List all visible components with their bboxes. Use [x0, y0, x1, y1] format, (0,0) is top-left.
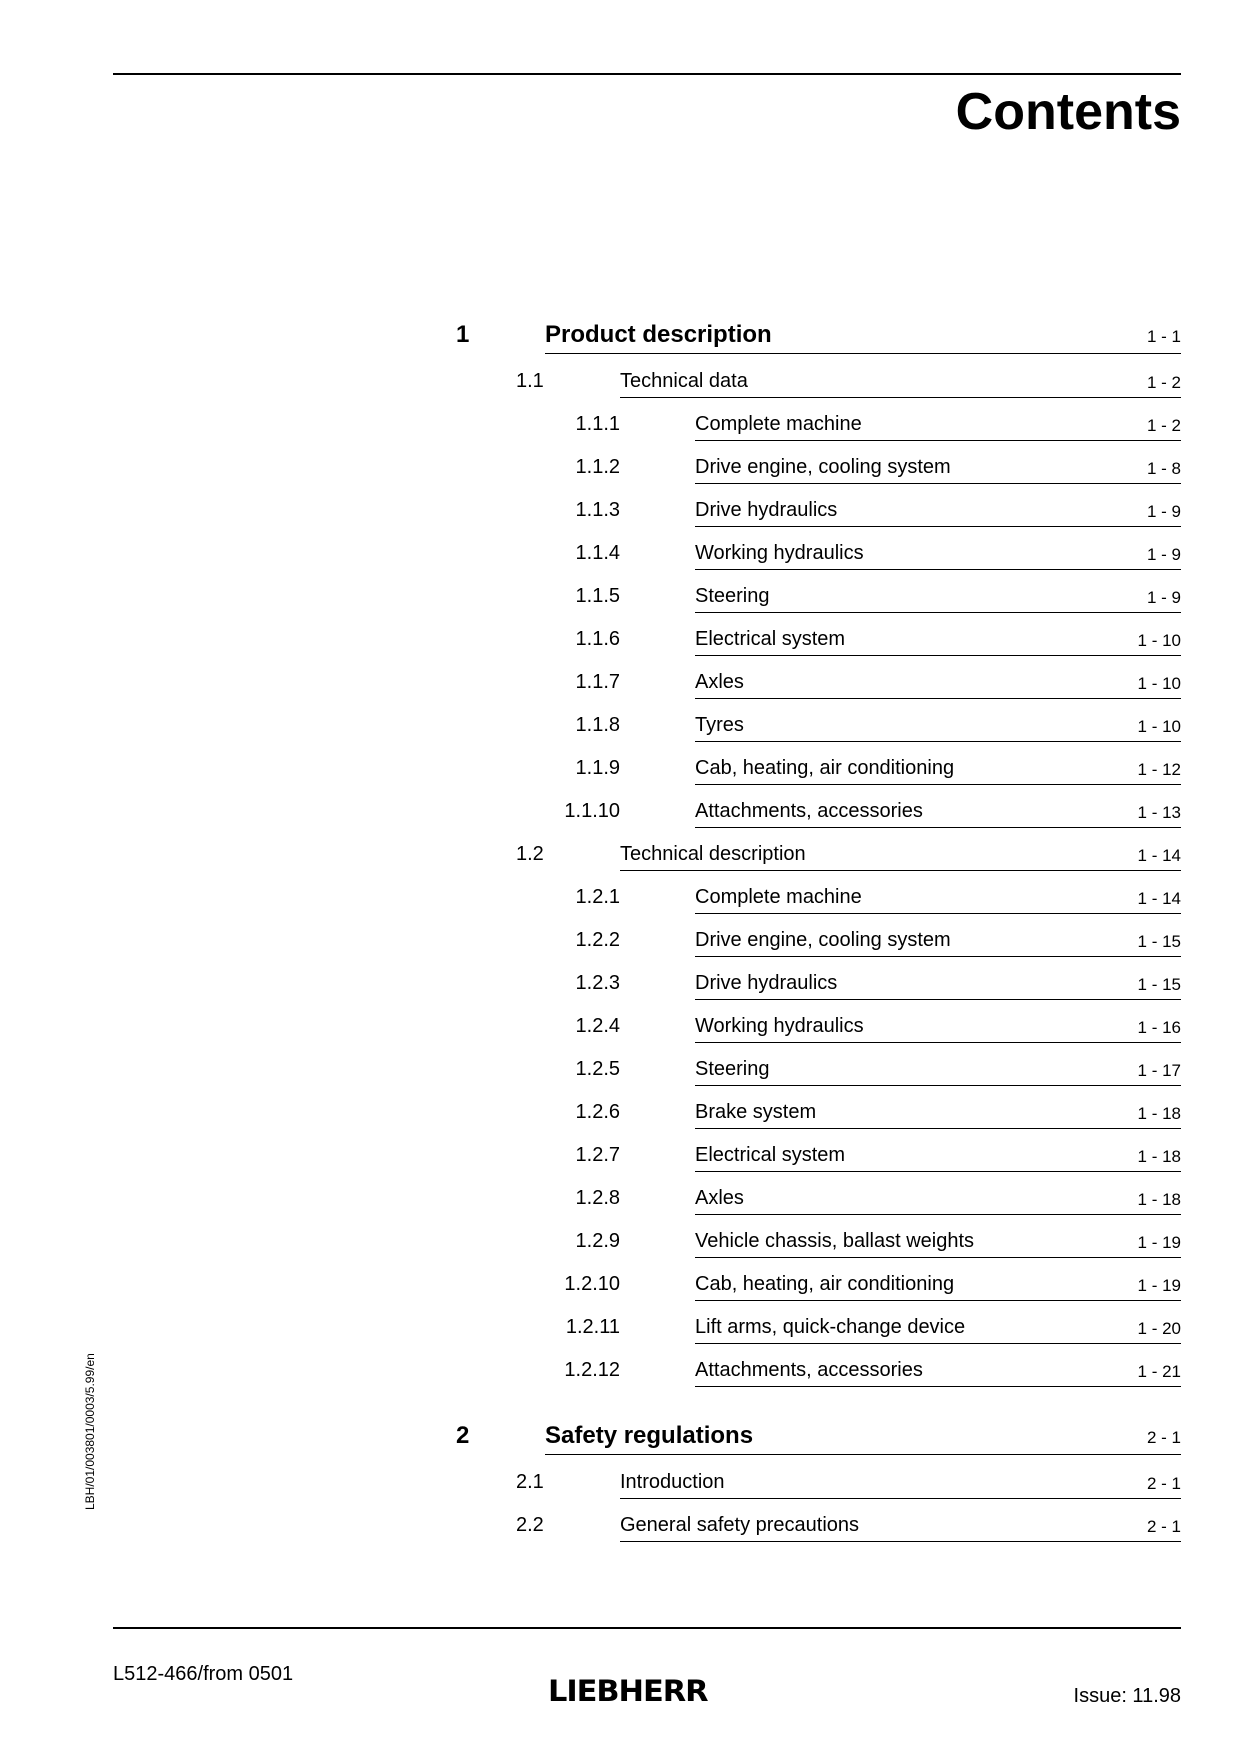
issue-date: Issue: 11.98 [1073, 1685, 1181, 1707]
toc-entry-underline [695, 698, 1181, 699]
toc-entry[interactable] [0, 840, 1240, 880]
toc-entry-page: 1 - 10 [1137, 717, 1181, 736]
toc-entry-title: Axles [695, 671, 744, 693]
toc-entry-underline [620, 870, 1181, 871]
toc-entry-page: 1 - 17 [1137, 1061, 1181, 1080]
toc-entry[interactable] [0, 1184, 1240, 1224]
toc-entry-underline [695, 913, 1181, 914]
toc-entry[interactable] [0, 754, 1240, 794]
toc-entry[interactable] [0, 926, 1240, 966]
toc-entry-number: 1.1.1 [575, 413, 620, 435]
toc-entry-title: Drive hydraulics [695, 972, 838, 994]
toc-entry[interactable] [0, 1468, 1240, 1508]
toc-entry-underline [620, 1498, 1181, 1499]
toc-entry[interactable] [0, 1227, 1240, 1267]
toc-entry-title: Brake system [695, 1101, 817, 1123]
toc-entry-number: 2 [456, 1422, 470, 1449]
toc-entry-title: Axles [695, 1187, 744, 1209]
toc-entry-number: 1.2.3 [575, 972, 620, 994]
toc-entry-underline [695, 741, 1181, 742]
toc-entry-underline [695, 569, 1181, 570]
toc-entry-title: Technical description [620, 843, 806, 865]
toc-entry-title: Electrical system [695, 628, 846, 650]
toc-entry[interactable] [0, 1055, 1240, 1095]
bottom-rule [113, 1627, 1181, 1629]
toc-entry-underline [695, 956, 1181, 957]
toc-entry-title: Working hydraulics [695, 1015, 864, 1037]
toc-entry-page: 1 - 10 [1137, 631, 1181, 650]
toc-entry-page: 1 - 9 [1146, 588, 1181, 607]
toc-entry-page: 1 - 16 [1137, 1018, 1181, 1037]
toc-entry-number: 1.2.9 [575, 1230, 620, 1252]
toc-entry-number: 1.2.4 [575, 1015, 620, 1037]
toc-entry-underline [695, 440, 1181, 441]
toc-entry-title: Lift arms, quick-change device [695, 1316, 966, 1338]
toc-entry-title: Tyres [695, 714, 744, 736]
toc-entry-title: Complete machine [695, 886, 862, 908]
toc-entry-title: Cab, heating, air conditioning [695, 1273, 955, 1295]
toc-entry-title: Product description [545, 321, 772, 348]
toc-entry[interactable] [0, 625, 1240, 665]
toc-entry-page: 1 - 19 [1137, 1276, 1181, 1295]
toc-entry-number: 1.2.5 [575, 1058, 620, 1080]
toc-entry-underline [695, 1214, 1181, 1215]
toc-entry[interactable] [0, 1511, 1240, 1551]
toc-entry-page: 1 - 9 [1146, 545, 1181, 564]
toc-entry[interactable] [0, 539, 1240, 579]
toc-entry-title: Attachments, accessories [695, 1359, 923, 1381]
toc-entry-underline [695, 827, 1181, 828]
toc-entry-title: Introduction [620, 1471, 725, 1493]
toc-entry-number: 1.1.4 [575, 542, 620, 564]
toc-entry-page: 1 - 18 [1137, 1104, 1181, 1123]
toc-entry[interactable] [0, 496, 1240, 536]
toc-entry-title: Attachments, accessories [695, 800, 923, 822]
toc-entry-underline [695, 655, 1181, 656]
toc-entry[interactable] [0, 1012, 1240, 1052]
toc-entry[interactable] [0, 1421, 1240, 1461]
toc-entry[interactable] [0, 1141, 1240, 1181]
toc-entry-underline [695, 1386, 1181, 1387]
toc-entry-underline [695, 526, 1181, 527]
toc-entry-underline [695, 1171, 1181, 1172]
toc-entry[interactable] [0, 453, 1240, 493]
toc-entry-number: 1.2.1 [575, 886, 620, 908]
toc-entry-title: Drive engine, cooling system [695, 929, 951, 951]
toc-entry-title: Technical data [620, 370, 748, 392]
toc-entry-number: 1.2.2 [575, 929, 620, 951]
toc-entry-page: 1 - 2 [1146, 416, 1181, 435]
toc-entry-underline [545, 1454, 1181, 1455]
toc-entry-title: Complete machine [695, 413, 862, 435]
toc-entry-number: 1 [456, 321, 470, 348]
toc-entry-page: 1 - 12 [1137, 760, 1181, 779]
toc-entry-number: 1.2 [516, 843, 544, 865]
toc-entry-page: 1 - 14 [1137, 889, 1181, 908]
toc-entry-number: 1.1 [516, 370, 544, 392]
toc-entry-number: 1.1.8 [575, 714, 620, 736]
toc-entry-title: Drive engine, cooling system [695, 456, 951, 478]
toc-entry-underline [695, 1128, 1181, 1129]
toc-entry-number: 1.1.5 [575, 585, 620, 607]
toc-entry-title: General safety precautions [620, 1514, 860, 1536]
toc-entry[interactable] [0, 1356, 1240, 1396]
toc-entry-title: Drive hydraulics [695, 499, 838, 521]
toc-entry-page: 1 - 18 [1137, 1190, 1181, 1209]
toc-entry[interactable] [0, 711, 1240, 751]
toc-entry-title: Steering [695, 585, 770, 607]
toc-entry-underline [545, 353, 1181, 354]
toc-entry-page: 1 - 10 [1137, 674, 1181, 693]
toc-entry-number: 1.1.7 [575, 671, 620, 693]
toc-entry[interactable] [0, 320, 1240, 360]
toc-entry-underline [695, 784, 1181, 785]
toc-entry-number: 1.2.12 [564, 1359, 620, 1381]
toc-entry-title: Cab, heating, air conditioning [695, 757, 955, 779]
toc-entry-number: 1.2.10 [564, 1273, 620, 1295]
toc-entry-page: 1 - 15 [1137, 975, 1181, 994]
toc-entry-page: 1 - 19 [1137, 1233, 1181, 1252]
toc-entry-underline [620, 397, 1181, 398]
toc-entry-underline [620, 1541, 1181, 1542]
toc-entry-page: 2 - 1 [1146, 1517, 1181, 1536]
toc-entry-page: 1 - 2 [1146, 373, 1181, 392]
toc-entry-underline [695, 1042, 1181, 1043]
toc-entry-underline [695, 999, 1181, 1000]
toc-entry-underline [695, 1257, 1181, 1258]
toc-entry-page: 1 - 13 [1137, 803, 1181, 822]
toc-entry-number: 1.1.2 [575, 456, 620, 478]
toc-entry-page: 1 - 20 [1137, 1319, 1181, 1338]
toc-entry-number: 1.2.11 [565, 1316, 620, 1338]
toc-entry-number: 2.2 [516, 1514, 544, 1536]
toc-entry[interactable] [0, 668, 1240, 708]
toc-entry-number: 1.2.7 [575, 1144, 620, 1166]
toc-entry[interactable] [0, 883, 1240, 923]
toc-entry[interactable] [0, 969, 1240, 1009]
page-title: Contents [955, 83, 1181, 141]
toc-entry-page: 1 - 1 [1146, 327, 1181, 346]
document-reference: L512-466/from 0501 [113, 1663, 294, 1685]
toc-entry-page: 1 - 21 [1137, 1362, 1181, 1381]
toc-entry[interactable] [0, 797, 1240, 837]
toc-entry-page: 2 - 1 [1146, 1428, 1181, 1447]
toc-entry-page: 1 - 9 [1146, 502, 1181, 521]
toc-entry-number: 1.1.10 [564, 800, 620, 822]
toc-entry-title: Working hydraulics [695, 542, 864, 564]
toc-entry[interactable] [0, 1270, 1240, 1310]
toc-entry-page: 1 - 18 [1137, 1147, 1181, 1166]
toc-entry-page: 2 - 1 [1146, 1474, 1181, 1493]
toc-entry-underline [695, 612, 1181, 613]
liebherr-logo: LIEBHERR [548, 1674, 708, 1708]
toc-entry-number: 1.2.8 [575, 1187, 620, 1209]
toc-entry-number: 1.1.6 [575, 628, 620, 650]
toc-entry-number: 2.1 [516, 1471, 544, 1493]
toc-entry-underline [695, 1300, 1181, 1301]
toc-entry-title: Vehicle chassis, ballast weights [695, 1230, 975, 1252]
toc-entry-number: 1.1.3 [575, 499, 620, 521]
toc-entry-underline [695, 483, 1181, 484]
toc-entry-underline [695, 1085, 1181, 1086]
toc-entry-number: 1.2.6 [575, 1101, 620, 1123]
toc-entry[interactable] [0, 1098, 1240, 1138]
toc-entry[interactable] [0, 582, 1240, 622]
toc-entry-title: Steering [695, 1058, 770, 1080]
toc-entry-page: 1 - 15 [1137, 932, 1181, 951]
toc-entry-underline [695, 1343, 1181, 1344]
toc-entry-number: 1.1.9 [575, 757, 620, 779]
toc-entry[interactable] [0, 367, 1240, 407]
toc-entry[interactable] [0, 410, 1240, 450]
toc-entry-title: Safety regulations [545, 1422, 754, 1449]
toc-entry-page: 1 - 14 [1137, 846, 1181, 865]
side-document-code: LBH/01/003801/0003/5.99/en [83, 1353, 97, 1510]
toc-entry-title: Electrical system [695, 1144, 846, 1166]
toc-entry[interactable] [0, 1313, 1240, 1353]
toc-entry-page: 1 - 8 [1146, 459, 1181, 478]
